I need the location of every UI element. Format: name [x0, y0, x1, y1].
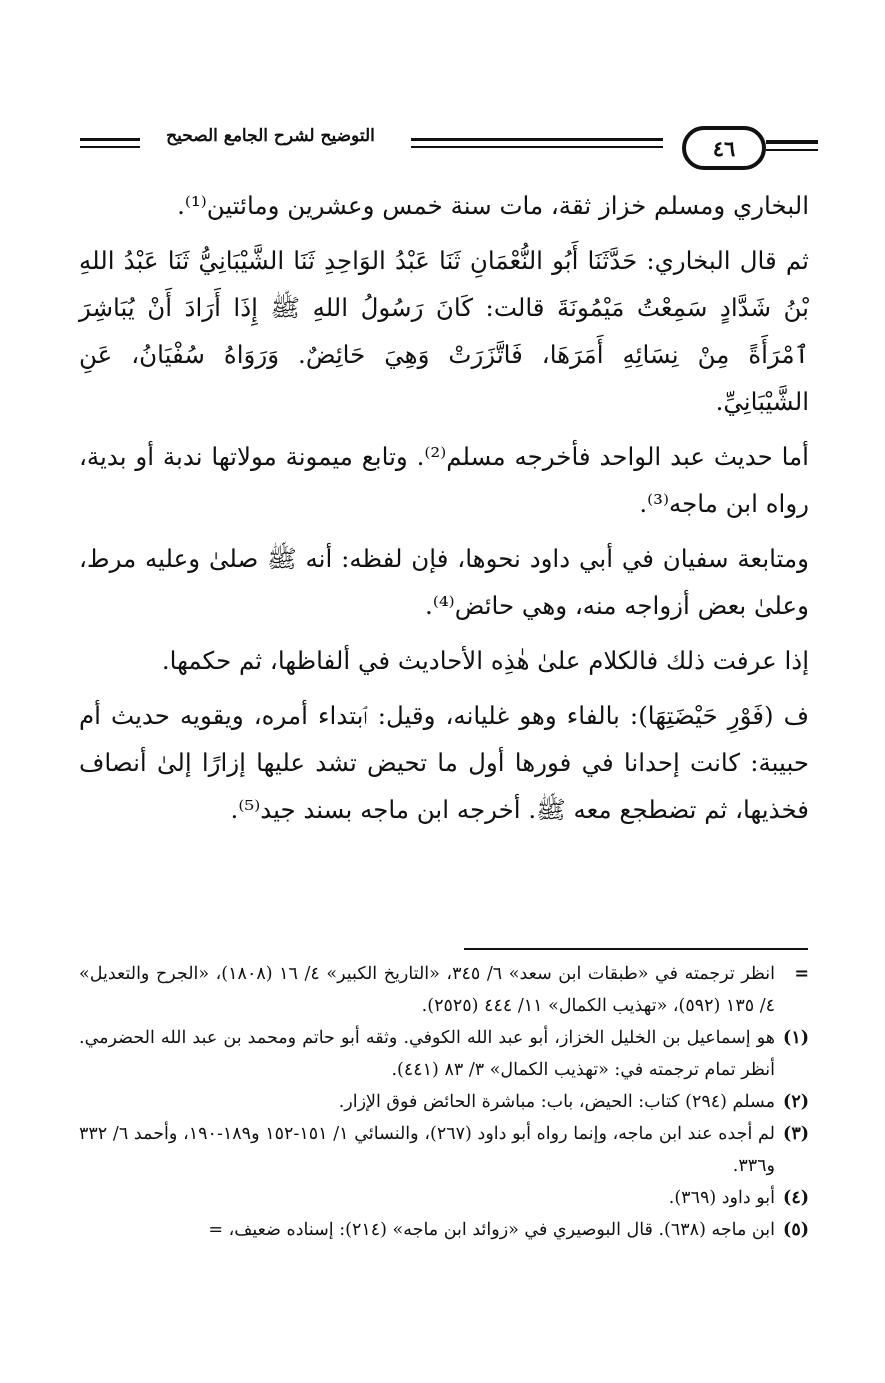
- header-rule: [411, 146, 663, 148]
- header-rule: [80, 146, 140, 148]
- footnote-mark: (٣): [783, 1124, 809, 1144]
- footnote-mark: (٤): [783, 1188, 809, 1208]
- footnote-mark: (٥): [783, 1220, 809, 1240]
- paragraph: البخاري ومسلم خزاز ثقة، مات سنة خمس وعشرين ومائتين⁽¹⁾.: [177, 191, 809, 220]
- page-number: ٤٦: [682, 126, 766, 170]
- footnote-mark: (٢): [783, 1092, 809, 1112]
- footnote-separator: [464, 948, 808, 950]
- footnote-mark: =: [794, 964, 809, 984]
- footnote-text: انظر ترجمته في «طبقات ابن سعد» ٦/ ٣٤٥، «التاريخ الكبير» ٤/ ١٦ (١٨٠٨)، «الجرح والتعديل» ٤/ ١٣٥ (٥٩٢)، «تهذيب الكمال» ١١/ ٤٤٤ (٢٥٢٥).: [79, 964, 775, 1016]
- footnote: [79, 1022, 809, 1086]
- footnotes: [79, 958, 809, 1246]
- paragraph: ثم قال البخاري: حَدَّثَنَا أَبُو النُّعْمَانِ ثَنَا عَبْدُ الوَاحِدِ ثَنَا الشَّيْبَانِيُّ ثَنَا عَبْدُ اللهِ بْنُ شَدَّادٍ سَمِعْتُ مَيْمُونَةَ قالت: كَانَ رَسُولُ اللهِ ﷺ إِذَا أَرَادَ أَنْ يُبَاشِرَ ٱمْرَأَةً مِنْ نِسَائِهِ أَمَرَهَا، فَاتَّزَرَتْ وَهِيَ حَائِضٌ. وَرَوَاهُ سُفْيَانُ، عَنِ الشَّيْبَانِيِّ.: [79, 246, 809, 416]
- paragraph: ومتابعة سفيان في أبي داود نحوها، فإن لفظه: أنه ﷺ صلىٰ وعليه مرط، وعلىٰ بعض أزواجه منه، وهي حائض⁽⁴⁾.: [79, 544, 809, 620]
- page-header: [70, 118, 818, 178]
- footnote-text: مسلم (٢٩٤) كتاب: الحيض، باب: مباشرة الحائض فوق الإزار.: [338, 1092, 775, 1112]
- footnote-text: لم أجده عند ابن ماجه، وإنما رواه أبو داود (٢٦٧)، والنسائي ١/ ١٥١-١٥٢ و١٨٩-١٩٠، وأحمد ٦/ ٣٣٢ و٣٣٦.: [79, 1124, 775, 1176]
- header-rule: [80, 138, 140, 141]
- footnote: [79, 1182, 809, 1214]
- header-ornament-line: [766, 149, 818, 151]
- footnote: [79, 1118, 809, 1182]
- paragraph: ف (فَوْرِ حَيْضَتِهَا): بالفاء وهو غليانه، وقيل: ٱبتداء أمره، ويقويه حديث أم حبيبة: كانت إحدانا في فورها أول ما تحيض تشد عليها إزارًا إلىٰ أنصاف فخذيها، ثم تضطجع معه ﷺ. أخرجه ابن ماجه بسند جيد⁽⁵⁾.: [79, 701, 809, 824]
- paragraph: إذا عرفت ذلك فالكلام علىٰ هٰذِه الأحاديث في ألفاظها، ثم حكمها.: [161, 646, 809, 675]
- header-ornament-line: [766, 140, 818, 144]
- main-text: [79, 182, 809, 841]
- footnote: [79, 958, 809, 1022]
- footnote-text: أبو داود (٣٦٩).: [668, 1188, 775, 1208]
- footnote: [79, 1214, 809, 1246]
- footnote: [79, 1086, 809, 1118]
- footnote-text: هو إسماعيل بن الخليل الخزاز، أبو عبد الله الكوفي. وثقه أبو حاتم ومحمد بن عبد الله الحضرمي. أنظر تمام ترجمته في: «تهذيب الكمال» ٣/ ٨٣ (٤٤١).: [79, 1028, 775, 1080]
- footnote-mark: (١): [783, 1028, 809, 1048]
- paragraph: أما حديث عبد الواحد فأخرجه مسلم⁽²⁾. وتابع ميمونة مولاتها ندبة أو بدية، رواه ابن ماجه⁽³⁾.: [79, 442, 809, 518]
- footnote-text: ابن ماجه (٦٣٨). قال البوصيري في «زوائد ابن ماجه» (٢١٤): إسناده ضعيف، =: [208, 1220, 775, 1240]
- running-title: التوضيح لشرح الجامع الصحيح: [166, 126, 375, 146]
- header-rule: [411, 138, 663, 141]
